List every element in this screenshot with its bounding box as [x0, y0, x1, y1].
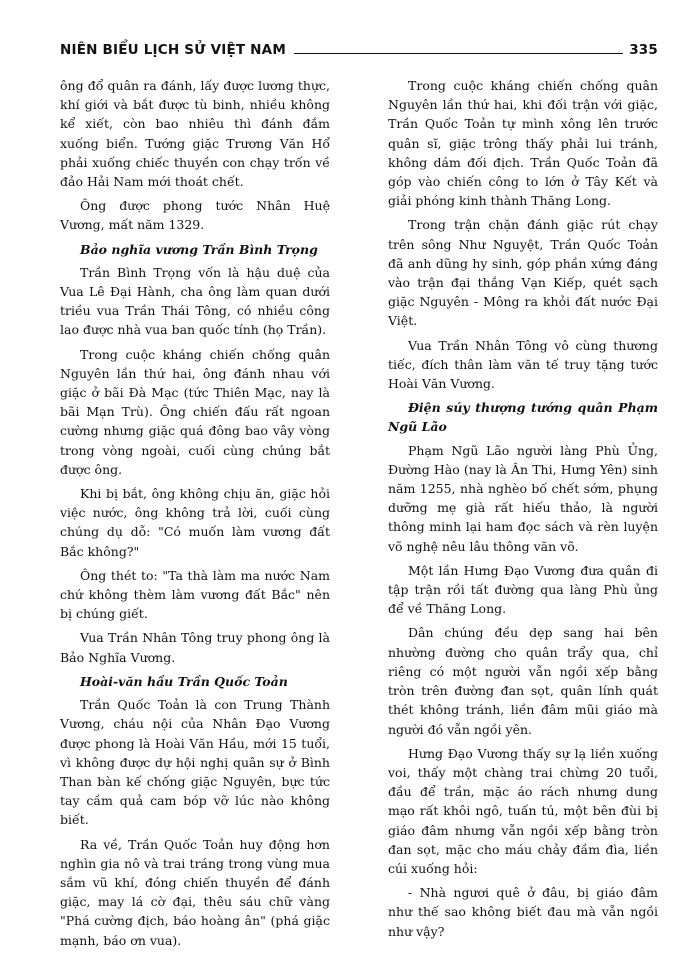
paragraph: Phạm Ngũ Lão người làng Phù Ủng, Đường Hào (nay là Ân Thi, Hưng Yên) sinh năm 1255, nhà nghèo bố chết sớm, phụng dưỡng mẹ già rất hiếu thảo, là người thông minh lại ham đọc sách và rèn luyện võ nghệ nêu lâu thông văn võ. [388, 442, 658, 554]
paragraph: Trần Quốc Toản là con Trung Thành Vương, cháu nội của Nhân Đạo Vương được phong là Hoài Văn Hầu, mới 15 tuổi, vì không được dự hội nghị quân sự ở Bình Than bàn kế chống giặc Nguyên, bực tức tay cầm quả cam bóp vỡ lúc nào không biết. [60, 697, 330, 828]
page-number: 335 [629, 42, 658, 58]
paragraph: Dân chúng đều dẹp sang hai bên nhường đường cho quân trẩy qua, chỉ riêng có một người vẫn ngồi xếp bằng tròn trên đường đan sọt, quân lính quát thét không tránh, liền đâm mũi giáo mà người đó vẫn ngồi yên. [388, 625, 658, 737]
paragraph: Ra về, Trần Quốc Toản huy động hơn nghìn gia nô và trai tráng trong vùng mua sắm vũ khí, đóng chiến thuyền để đánh giặc, may lá cờ đại, thêu sáu chữ vàng "Phá cường địch, báo hoàng ân" (phá giặc mạnh, báo ơn vua). [60, 836, 330, 948]
paragraph: Trong cuộc kháng chiến chống quân Nguyên lần thứ hai, ông đánh nhau với giặc ở bãi Đà Mạc (tức Thiên Mạc, nay là bãi Mạn Trù). Ông chiến đấu rất ngoan cường nhưng giặc quá đông bao vây vòng trong vòng ngoài, cuối cùng chúng bắt được ông. [60, 346, 330, 477]
paragraph: Một lần Hưng Đạo Vương đưa quân đi tập trận rồi tất đường qua làng Phù ủng để về Thăng Long. [388, 562, 658, 617]
header-rule [294, 53, 623, 54]
running-header [60, 38, 658, 58]
paragraph: Trong cuộc kháng chiến chống quân Nguyên lần thứ hai, khi đối trận với giặc, Trần Quốc Toản tự mình xông lên trước quân sĩ, giặc trông thấy phải lui tránh, không dám đối địch. Trần Quốc Toản đã góp vào chiến công to lớn ở Tây Kết và giải phóng kinh thành Thăng Long. [388, 78, 658, 209]
paragraph: Ông thét to: "Ta thà làm ma nước Nam chứ không thèm làm vương đất Bắc" nên bị chúng giết. [60, 567, 330, 622]
paragraph: ông đổ quân ra đánh, lấy được lương thực, khí giới và bắt được tù binh, nhiều không kể xiết, còn bao nhiêu thì đánh đắm xuống biển. Tướng giặc Trương Văn Hổ phải xuống chiếc thuyền con chạy trốn về đảo Hải Nam mới thoát chết. [60, 78, 330, 190]
paragraph: Vua Trần Nhân Tông truy phong ông là Bảo Nghĩa Vương. [60, 630, 330, 665]
paragraph: Vua Trần Nhân Tông vô cùng thương tiếc, đích thân làm văn tế truy tặng tước Hoài Văn Vương. [388, 337, 658, 392]
section-heading: Bảo nghĩa vương Trần Bình Trọng [80, 241, 318, 257]
paragraph: Hưng Đạo Vương thấy sự lạ liền xuống voi, thấy một chàng trai chừng 20 tuổi, đầu để trần, mặc áo rách nhưng dung mạo rất khôi ngô, tuấn tú, một bên đùi bị giáo đâm nhưng vẫn ngồi xếp bằng tròn đan sọt, mặc cho máu chảy đầm đìa, liền cúi xuống hỏi: [388, 745, 658, 876]
section-heading: Hoài-văn hầu Trần Quốc Toản [80, 673, 288, 689]
left-column [60, 76, 330, 955]
paragraph: Khi bị bắt, ông không chịu ăn, giặc hỏi việc nước, ông không trả lời, cuối cùng chúng dụ dỗ: "Có muốn làm vương đất Bắc không?" [60, 486, 330, 559]
right-column [388, 76, 658, 946]
running-title: NIÊN BIỂU LỊCH SỬ VIỆT NAM [60, 42, 286, 58]
paragraph: Trong trận chặn đánh giặc rút chạy trên sông Như Nguyệt, Trần Quốc Toản đã anh dũng hy sinh, góp phần xứng đáng vào trận đại thắng Vạn Kiếp, quét sạch giặc Nguyên - Mông ra khỏi đất nước Đại Việt. [388, 217, 658, 329]
paragraph: - Nhà ngươi quê ở đâu, bị giáo đâm như thế sao không biết đau mà vẫn ngồi như vậy? [388, 885, 658, 939]
paragraph: Trần Bình Trọng vốn là hậu duệ của Vua Lê Đại Hành, cha ông làm quan dưới triều vua Trần Thái Tông, có nhiều công lao được nhà vua ban quốc tính (họ Trần). [60, 264, 330, 338]
section-heading: Điện súy thượng tướng quân Phạm Ngũ Lão [388, 400, 658, 435]
paragraph: Ông được phong tước Nhân Huệ Vương, mất năm 1329. [60, 198, 330, 233]
